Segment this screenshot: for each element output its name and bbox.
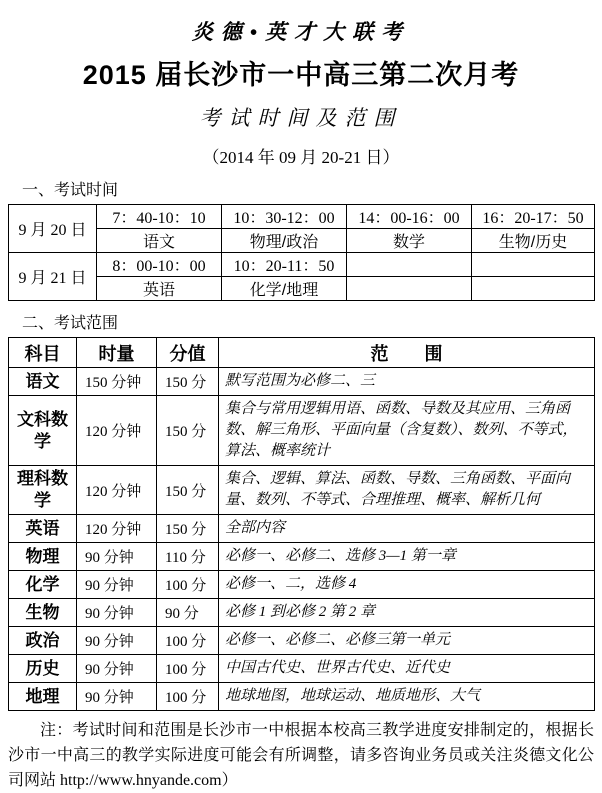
table-row	[9, 466, 595, 515]
table-row	[9, 515, 595, 543]
subject-duration: 90 分钟	[77, 571, 157, 599]
subject-duration: 90 分钟	[77, 543, 157, 571]
subject-score: 90 分	[157, 599, 219, 627]
subject-score: 150 分	[157, 515, 219, 543]
subject-scope: 必修一、必修二、选修 3—1 第一章	[219, 543, 595, 571]
subject-score: 100 分	[157, 655, 219, 683]
subject-scope: 全部内容	[219, 515, 595, 543]
subject-score: 150 分	[157, 466, 219, 515]
brand-title: 炎德•英才大联考	[191, 20, 411, 44]
subject-scope: 必修 1 到必修 2 第 2 章	[219, 599, 595, 627]
schedule-time: 14：00-16：00	[347, 205, 472, 229]
table-row	[9, 543, 595, 571]
exam-schedule-table	[8, 204, 595, 301]
exam-title: 2015 届长沙市一中高三第二次月考	[82, 60, 520, 90]
column-header-duration: 时量	[77, 338, 157, 368]
subject-duration: 120 分钟	[77, 515, 157, 543]
schedule-subject: 生物/历史	[472, 229, 595, 253]
subject-score: 100 分	[157, 571, 219, 599]
schedule-subject: 化学/地理	[222, 277, 347, 301]
subject-scope: 必修一、必修二、必修三第一单元	[219, 627, 595, 655]
schedule-subject	[472, 277, 595, 301]
schedule-time: 8：00-10：00	[97, 253, 222, 277]
subject-name: 英语	[9, 515, 77, 543]
schedule-date: 9 月 20 日	[9, 205, 97, 253]
subject-duration: 90 分钟	[77, 599, 157, 627]
subject-duration: 120 分钟	[77, 396, 157, 466]
subject-duration: 90 分钟	[77, 683, 157, 711]
table-row	[9, 277, 595, 301]
subject-score: 100 分	[157, 683, 219, 711]
subject-scope: 默写范围为必修二、三	[219, 368, 595, 396]
table-row	[9, 599, 595, 627]
table-row	[9, 205, 595, 229]
schedule-date: 9 月 21 日	[9, 253, 97, 301]
subject-duration: 120 分钟	[77, 466, 157, 515]
subject-scope: 中国古代史、世界古代史、近代史	[219, 655, 595, 683]
schedule-subject: 语文	[97, 229, 222, 253]
subject-score: 150 分	[157, 396, 219, 466]
subject-name: 理科数学	[9, 466, 77, 515]
subject-name: 生物	[9, 599, 77, 627]
column-header-score: 分值	[157, 338, 219, 368]
schedule-time: 10：30-12：00	[222, 205, 347, 229]
subject-name: 历史	[9, 655, 77, 683]
column-header-subject: 科目	[9, 338, 77, 368]
subject-duration: 150 分钟	[77, 368, 157, 396]
schedule-time: 16：20-17：50	[472, 205, 595, 229]
table-row	[9, 253, 595, 277]
table-row	[9, 368, 595, 396]
subject-score: 110 分	[157, 543, 219, 571]
table-row	[9, 229, 595, 253]
subject-name: 物理	[9, 543, 77, 571]
schedule-time	[347, 253, 472, 277]
footnote: 注：考试时间和范围是长沙市一中根据本校高三教学进度安排制定的，根据长沙市一中高三的教学实际进度可能会有所调整，请多咨询业务员或关注炎德文化公司网站 http://www.hnyande.com）	[8, 722, 594, 789]
exam-dates: （2014 年 09 月 20-21 日）	[202, 148, 400, 167]
schedule-subject: 英语	[97, 277, 222, 301]
subject-scope: 地球地图，地球运动、地质地形、大气	[219, 683, 595, 711]
table-header-row	[9, 338, 595, 368]
section2-heading: 二、考试范围	[22, 315, 119, 332]
subject-name: 政治	[9, 627, 77, 655]
schedule-time: 7：40-10：10	[97, 205, 222, 229]
table-row	[9, 571, 595, 599]
subject-name: 语文	[9, 368, 77, 396]
subject-score: 150 分	[157, 368, 219, 396]
section1-heading: 一、考试时间	[22, 182, 119, 199]
table-row	[9, 396, 595, 466]
doc-subtitle: 考试时间及范围	[199, 106, 403, 130]
schedule-time: 10：20-11：50	[222, 253, 347, 277]
subject-name: 文科数学	[9, 396, 77, 466]
table-row	[9, 655, 595, 683]
subject-duration: 90 分钟	[77, 627, 157, 655]
schedule-time	[472, 253, 595, 277]
schedule-subject	[347, 277, 472, 301]
subject-duration: 90 分钟	[77, 655, 157, 683]
subject-scope: 必修一、二，选修 4	[219, 571, 595, 599]
column-header-scope: 范 围	[219, 338, 595, 368]
subject-score: 100 分	[157, 627, 219, 655]
schedule-subject: 物理/政治	[222, 229, 347, 253]
table-row	[9, 683, 595, 711]
exam-scope-table	[8, 337, 595, 711]
subject-scope: 集合、逻辑、算法、函数、导数、三角函数、平面向量、数列、不等式、合理推理、概率、解析几何	[219, 466, 595, 515]
table-row	[9, 627, 595, 655]
subject-name: 化学	[9, 571, 77, 599]
subject-name: 地理	[9, 683, 77, 711]
schedule-subject: 数学	[347, 229, 472, 253]
subject-scope: 集合与常用逻辑用语、函数、导数及其应用、三角函数、解三角形、平面向量（含复数）、数列、不等式，算法、概率统计	[219, 396, 595, 466]
